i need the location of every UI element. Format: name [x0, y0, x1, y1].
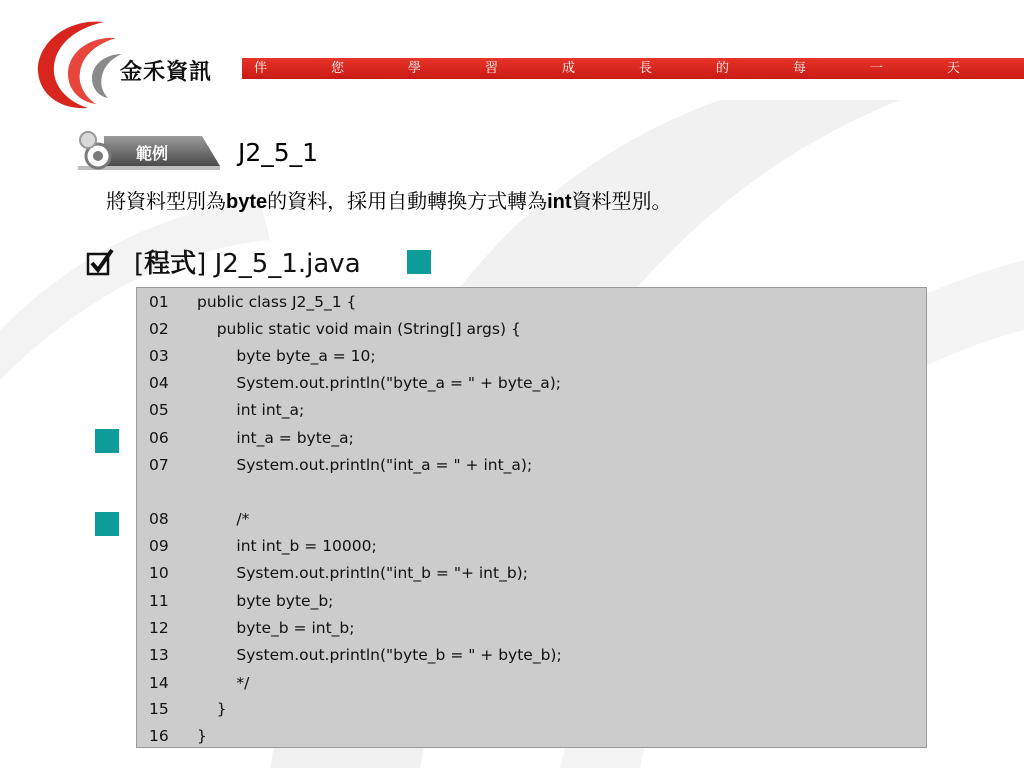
code-text: byte byte_b;	[197, 592, 334, 610]
code-line	[149, 317, 521, 341]
line-number: 04	[149, 374, 169, 392]
line-number: 03	[149, 347, 169, 365]
code-line	[149, 671, 249, 695]
code-line	[149, 643, 562, 667]
program-label: 程式	[144, 249, 197, 279]
code-text: */	[197, 674, 250, 692]
line-number: 02	[149, 320, 169, 338]
slogan-char: 學	[408, 61, 422, 76]
slogan-char: 天	[947, 61, 961, 76]
teal-marker-icon	[95, 512, 119, 536]
line-number: 12	[149, 619, 169, 637]
line-number: 16	[149, 727, 169, 745]
line-number: 07	[149, 456, 169, 474]
code-text: public static void main (String[] args) {	[197, 320, 521, 338]
slogan-char: 的	[716, 61, 730, 76]
code-text: }	[197, 727, 207, 745]
line-number: 14	[149, 674, 169, 692]
code-line	[149, 724, 207, 748]
slogan-char: 成	[562, 61, 576, 76]
slogan-bar	[242, 58, 1024, 79]
checkbox-checked-icon	[86, 248, 114, 276]
code-text: System.out.println("int_a = " + int_a);	[197, 456, 533, 474]
code-line	[149, 398, 304, 422]
program-filename: J2_5_1.java	[214, 249, 361, 279]
code-text: System.out.println("byte_b = " + byte_b);	[197, 646, 562, 664]
line-number: 15	[149, 700, 169, 718]
code-listing	[136, 287, 927, 748]
code-text: int int_a;	[197, 401, 305, 419]
code-line	[149, 697, 227, 721]
line-number: 01	[149, 293, 169, 311]
code-text: byte byte_a = 10;	[197, 347, 376, 365]
description-text: 資料型別。	[571, 189, 672, 213]
line-number: 11	[149, 592, 169, 610]
description-keyword-int: int	[547, 191, 572, 213]
brand-name: 金禾資訊	[120, 60, 213, 85]
code-line	[149, 507, 249, 531]
code-line	[149, 589, 333, 613]
description-keyword-byte: byte	[226, 191, 268, 213]
teal-marker-icon	[407, 250, 431, 274]
line-number: 09	[149, 537, 169, 555]
code-line	[149, 290, 356, 314]
example-tag-badge	[74, 126, 224, 170]
code-text: System.out.println("int_b = "+ int_b);	[197, 564, 528, 582]
example-tag-label: 範例	[136, 144, 169, 163]
code-line	[149, 534, 377, 558]
teal-marker-icon	[95, 429, 119, 453]
code-text: byte_b = int_b;	[197, 619, 355, 637]
program-bracket-close: ]	[196, 249, 207, 279]
description-text: 將資料型別為	[106, 189, 226, 213]
code-text: int_a = byte_a;	[197, 429, 354, 447]
description-text: 的資料，採用自動轉換方式轉為	[267, 189, 548, 213]
code-line	[149, 616, 355, 640]
code-line	[149, 426, 354, 450]
code-text: /*	[197, 510, 250, 528]
code-text: System.out.println("byte_a = " + byte_a);	[197, 374, 562, 392]
code-text: public class J2_5_1 {	[197, 293, 357, 311]
slogan-char: 習	[485, 61, 499, 76]
code-text: int int_b = 10000;	[197, 537, 377, 555]
program-bracket-open: [	[134, 249, 145, 279]
code-line	[149, 344, 376, 368]
code-line	[149, 561, 528, 585]
line-number: 06	[149, 429, 169, 447]
line-number: 05	[149, 401, 169, 419]
slogan-char: 伴	[254, 61, 268, 76]
program-title	[134, 243, 361, 280]
slogan-char: 一	[870, 61, 884, 76]
example-id: J2_5_1	[238, 138, 319, 167]
code-line	[149, 453, 532, 477]
code-text: }	[197, 700, 227, 718]
company-logo-icon	[34, 16, 124, 110]
slogan-char: 您	[331, 61, 345, 76]
example-description	[106, 185, 672, 214]
slogan-char: 每	[793, 61, 807, 76]
slogan-char: 長	[639, 61, 653, 76]
code-line	[149, 371, 561, 395]
line-number: 13	[149, 646, 169, 664]
line-number: 10	[149, 564, 169, 582]
line-number: 08	[149, 510, 169, 528]
